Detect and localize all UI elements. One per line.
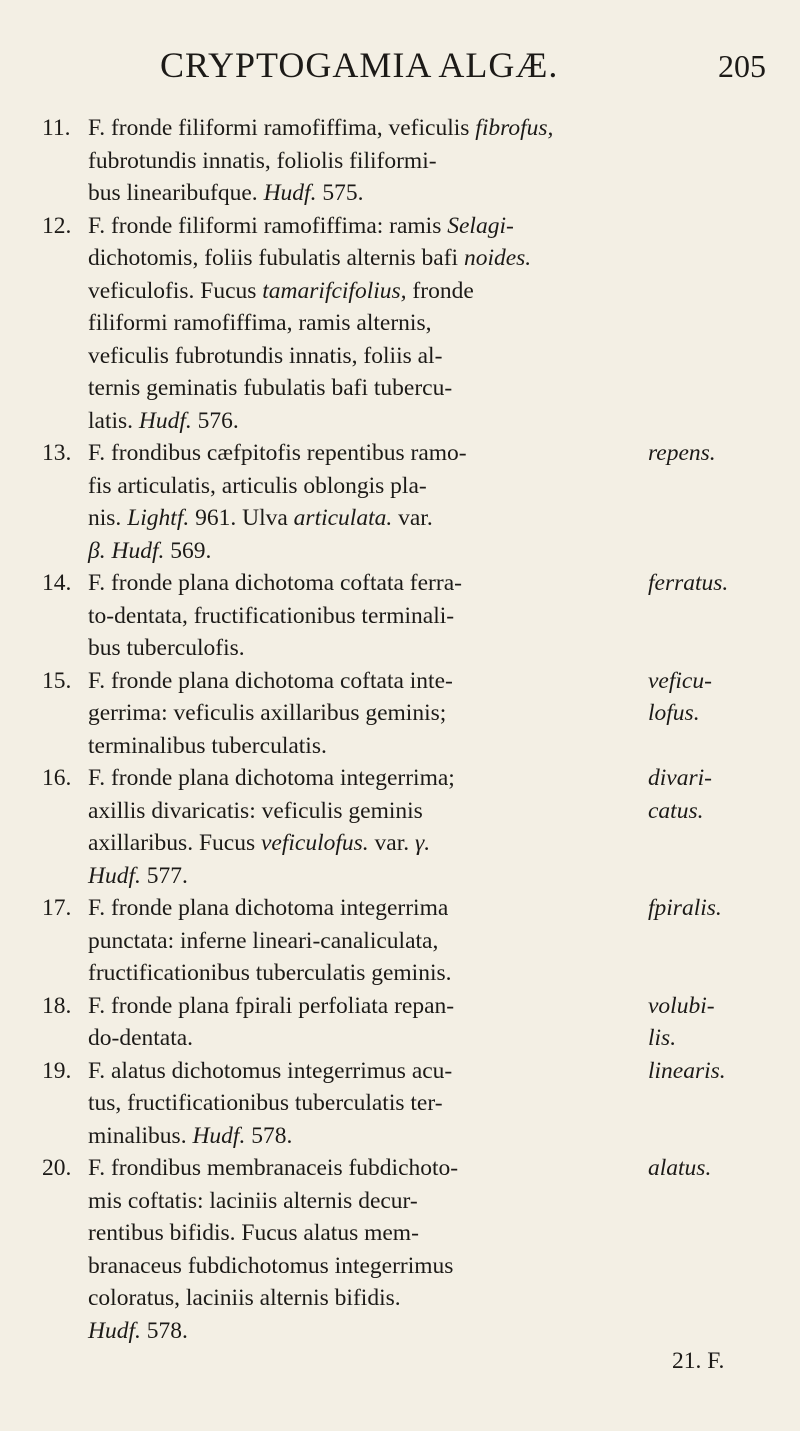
text-line: ternis geminatis fubulatis bafi tubercu- xyxy=(88,375,453,401)
text-line: F. frondibus cæfpitofis repentibus ramo- xyxy=(88,440,467,466)
entry-number: 19. xyxy=(42,1057,72,1084)
entry-description xyxy=(88,1152,648,1347)
text-line: F. alatus dichotomus integerrimus acu- xyxy=(88,1057,453,1084)
species-epithet: lofus. xyxy=(648,700,700,726)
text-line: F. fronde plana dichotoma integerrima xyxy=(88,895,449,921)
italic-name: Hudf. xyxy=(88,862,141,889)
species-entry xyxy=(0,210,800,438)
species-entry xyxy=(0,112,800,210)
entry-number: 16. xyxy=(42,765,72,791)
text-line: mis coftatis: laciniis alternis decur- xyxy=(88,1187,418,1214)
species-epithet: ferratus. xyxy=(648,570,729,596)
italic-name: tamarifcifolius, xyxy=(262,277,407,304)
text-line: bus tuberculofis. xyxy=(88,635,245,661)
entry-description xyxy=(88,990,648,1055)
entry-description xyxy=(88,1055,648,1153)
italic-name: Hudf. xyxy=(138,407,192,434)
species-epithet: catus. xyxy=(648,797,704,824)
text-line: filiformi ramofiffima, ramis alternis, xyxy=(88,310,432,336)
text-line: fubrotundis innatis, foliolis filiformi- xyxy=(88,147,437,174)
running-head: CRYPTOGAMIA ALGÆ. xyxy=(160,45,559,85)
text-line: F. frondibus membranaceis fubdichoto- xyxy=(88,1155,459,1181)
entry-number: 14. xyxy=(42,570,72,596)
entry-description xyxy=(88,112,648,210)
italic-name: articulata. xyxy=(293,505,393,531)
species-list xyxy=(0,112,800,1347)
text-line: veficulis fubrotundis innatis, foliis al- xyxy=(88,342,443,369)
species-epithet: lis. xyxy=(648,1025,677,1051)
text-line: latis. Hudf. 576. xyxy=(88,407,239,434)
italic-name: noides. xyxy=(463,245,532,271)
species-epithet: veficu- xyxy=(648,667,712,694)
italic-name: Hudf. xyxy=(263,180,317,206)
entry-number: 17. xyxy=(42,895,72,921)
entry-description xyxy=(88,210,648,438)
italic-name: Hudf. xyxy=(111,537,165,564)
species-entry xyxy=(0,762,800,892)
text-line: fructificationibus tuberculatis geminis. xyxy=(88,960,452,986)
species-entry xyxy=(0,1152,800,1347)
text-line: coloratus, laciniis alternis bifidis. xyxy=(88,1285,401,1311)
species-epithet: repens. xyxy=(648,440,716,466)
species-entry xyxy=(0,437,800,567)
italic-name: Hudf. xyxy=(192,1122,246,1149)
entry-description xyxy=(88,762,648,892)
page-number: 205 xyxy=(718,48,766,84)
text-line: F. fronde plana fpirali perfoliata repan- xyxy=(88,992,455,1019)
text-line: punctata: inferne lineari-canaliculata, xyxy=(88,927,439,954)
entry-number: 15. xyxy=(42,667,72,694)
species-epithet: linearis. xyxy=(648,1057,726,1084)
entry-description xyxy=(88,665,648,763)
text-line: axillis divaricatis: veficulis geminis xyxy=(88,797,423,824)
text-line: gerrima: veficulis axillaribus geminis; xyxy=(88,700,447,726)
text-line: Hudf. 578. xyxy=(88,1317,188,1344)
entry-description xyxy=(88,567,648,665)
text-line: fis articulatis, articulis oblongis pla- xyxy=(88,472,427,499)
species-epithet: fpiralis. xyxy=(648,895,722,921)
entry-description xyxy=(88,437,648,567)
italic-name: fibrofus, xyxy=(475,115,554,141)
entry-description xyxy=(88,892,648,990)
text-line: dichotomis, foliis fubulatis alternis bafi noides. xyxy=(88,245,532,271)
entry-number: 12. xyxy=(42,212,72,239)
text-line: branaceus fubdichotomus integerrimus xyxy=(88,1252,454,1279)
text-line: do-dentata. xyxy=(88,1025,194,1051)
italic-name: γ. xyxy=(415,830,431,856)
catchword: 21. F. xyxy=(672,1348,725,1374)
text-line: F. fronde plana dichotoma integerrima; xyxy=(88,765,455,791)
text-line: Hudf. 577. xyxy=(88,862,188,889)
text-line: rentibus bifidis. Fucus alatus mem- xyxy=(88,1220,419,1246)
species-epithet: divari- xyxy=(648,765,712,791)
text-line: terminalibus tuberculatis. xyxy=(88,732,327,759)
entry-number: 20. xyxy=(42,1155,72,1181)
entry-number: 13. xyxy=(42,440,72,466)
species-entry xyxy=(0,990,800,1055)
text-line: F. fronde plana dichotoma coftata ferra- xyxy=(88,570,462,596)
text-line: F. fronde plana dichotoma coftata inte- xyxy=(88,667,453,694)
entry-number: 18. xyxy=(42,992,72,1019)
species-epithet: alatus. xyxy=(648,1155,712,1181)
species-entry xyxy=(0,567,800,665)
species-entry xyxy=(0,892,800,990)
italic-name: Hudf. xyxy=(88,1317,141,1344)
italic-name: β. xyxy=(88,537,106,564)
text-line: to-dentata, fructificationibus terminali- xyxy=(88,602,455,629)
species-entry xyxy=(0,1055,800,1153)
italic-name: Selagi- xyxy=(447,212,514,239)
text-line: veficulofis. Fucus tamarifcifolius, fronde xyxy=(88,277,474,304)
text-line: bus linearibufque. Hudf. 575. xyxy=(88,180,364,206)
entry-number: 11. xyxy=(42,115,71,141)
italic-name: veficulofus. xyxy=(260,830,369,856)
text-line: β. Hudf. 569. xyxy=(88,537,212,564)
text-line: F. fronde filiformi ramofiffima: ramis Selagi- xyxy=(88,212,514,239)
text-line: nis. Lightf. 961. Ulva articulata. var. xyxy=(88,505,433,531)
species-entry xyxy=(0,665,800,763)
species-epithet: volubi- xyxy=(648,992,715,1019)
text-line: axillaribus. Fucus veficulofus. var. γ. xyxy=(88,830,431,856)
text-line: F. fronde filiformi ramofiffima, veficulis fibrofus, xyxy=(88,115,554,141)
page-header xyxy=(0,40,800,100)
text-line: tus, fructificationibus tuberculatis ter- xyxy=(88,1090,443,1116)
italic-name: Lightf. xyxy=(127,505,190,531)
text-line: minalibus. Hudf. 578. xyxy=(88,1122,293,1149)
